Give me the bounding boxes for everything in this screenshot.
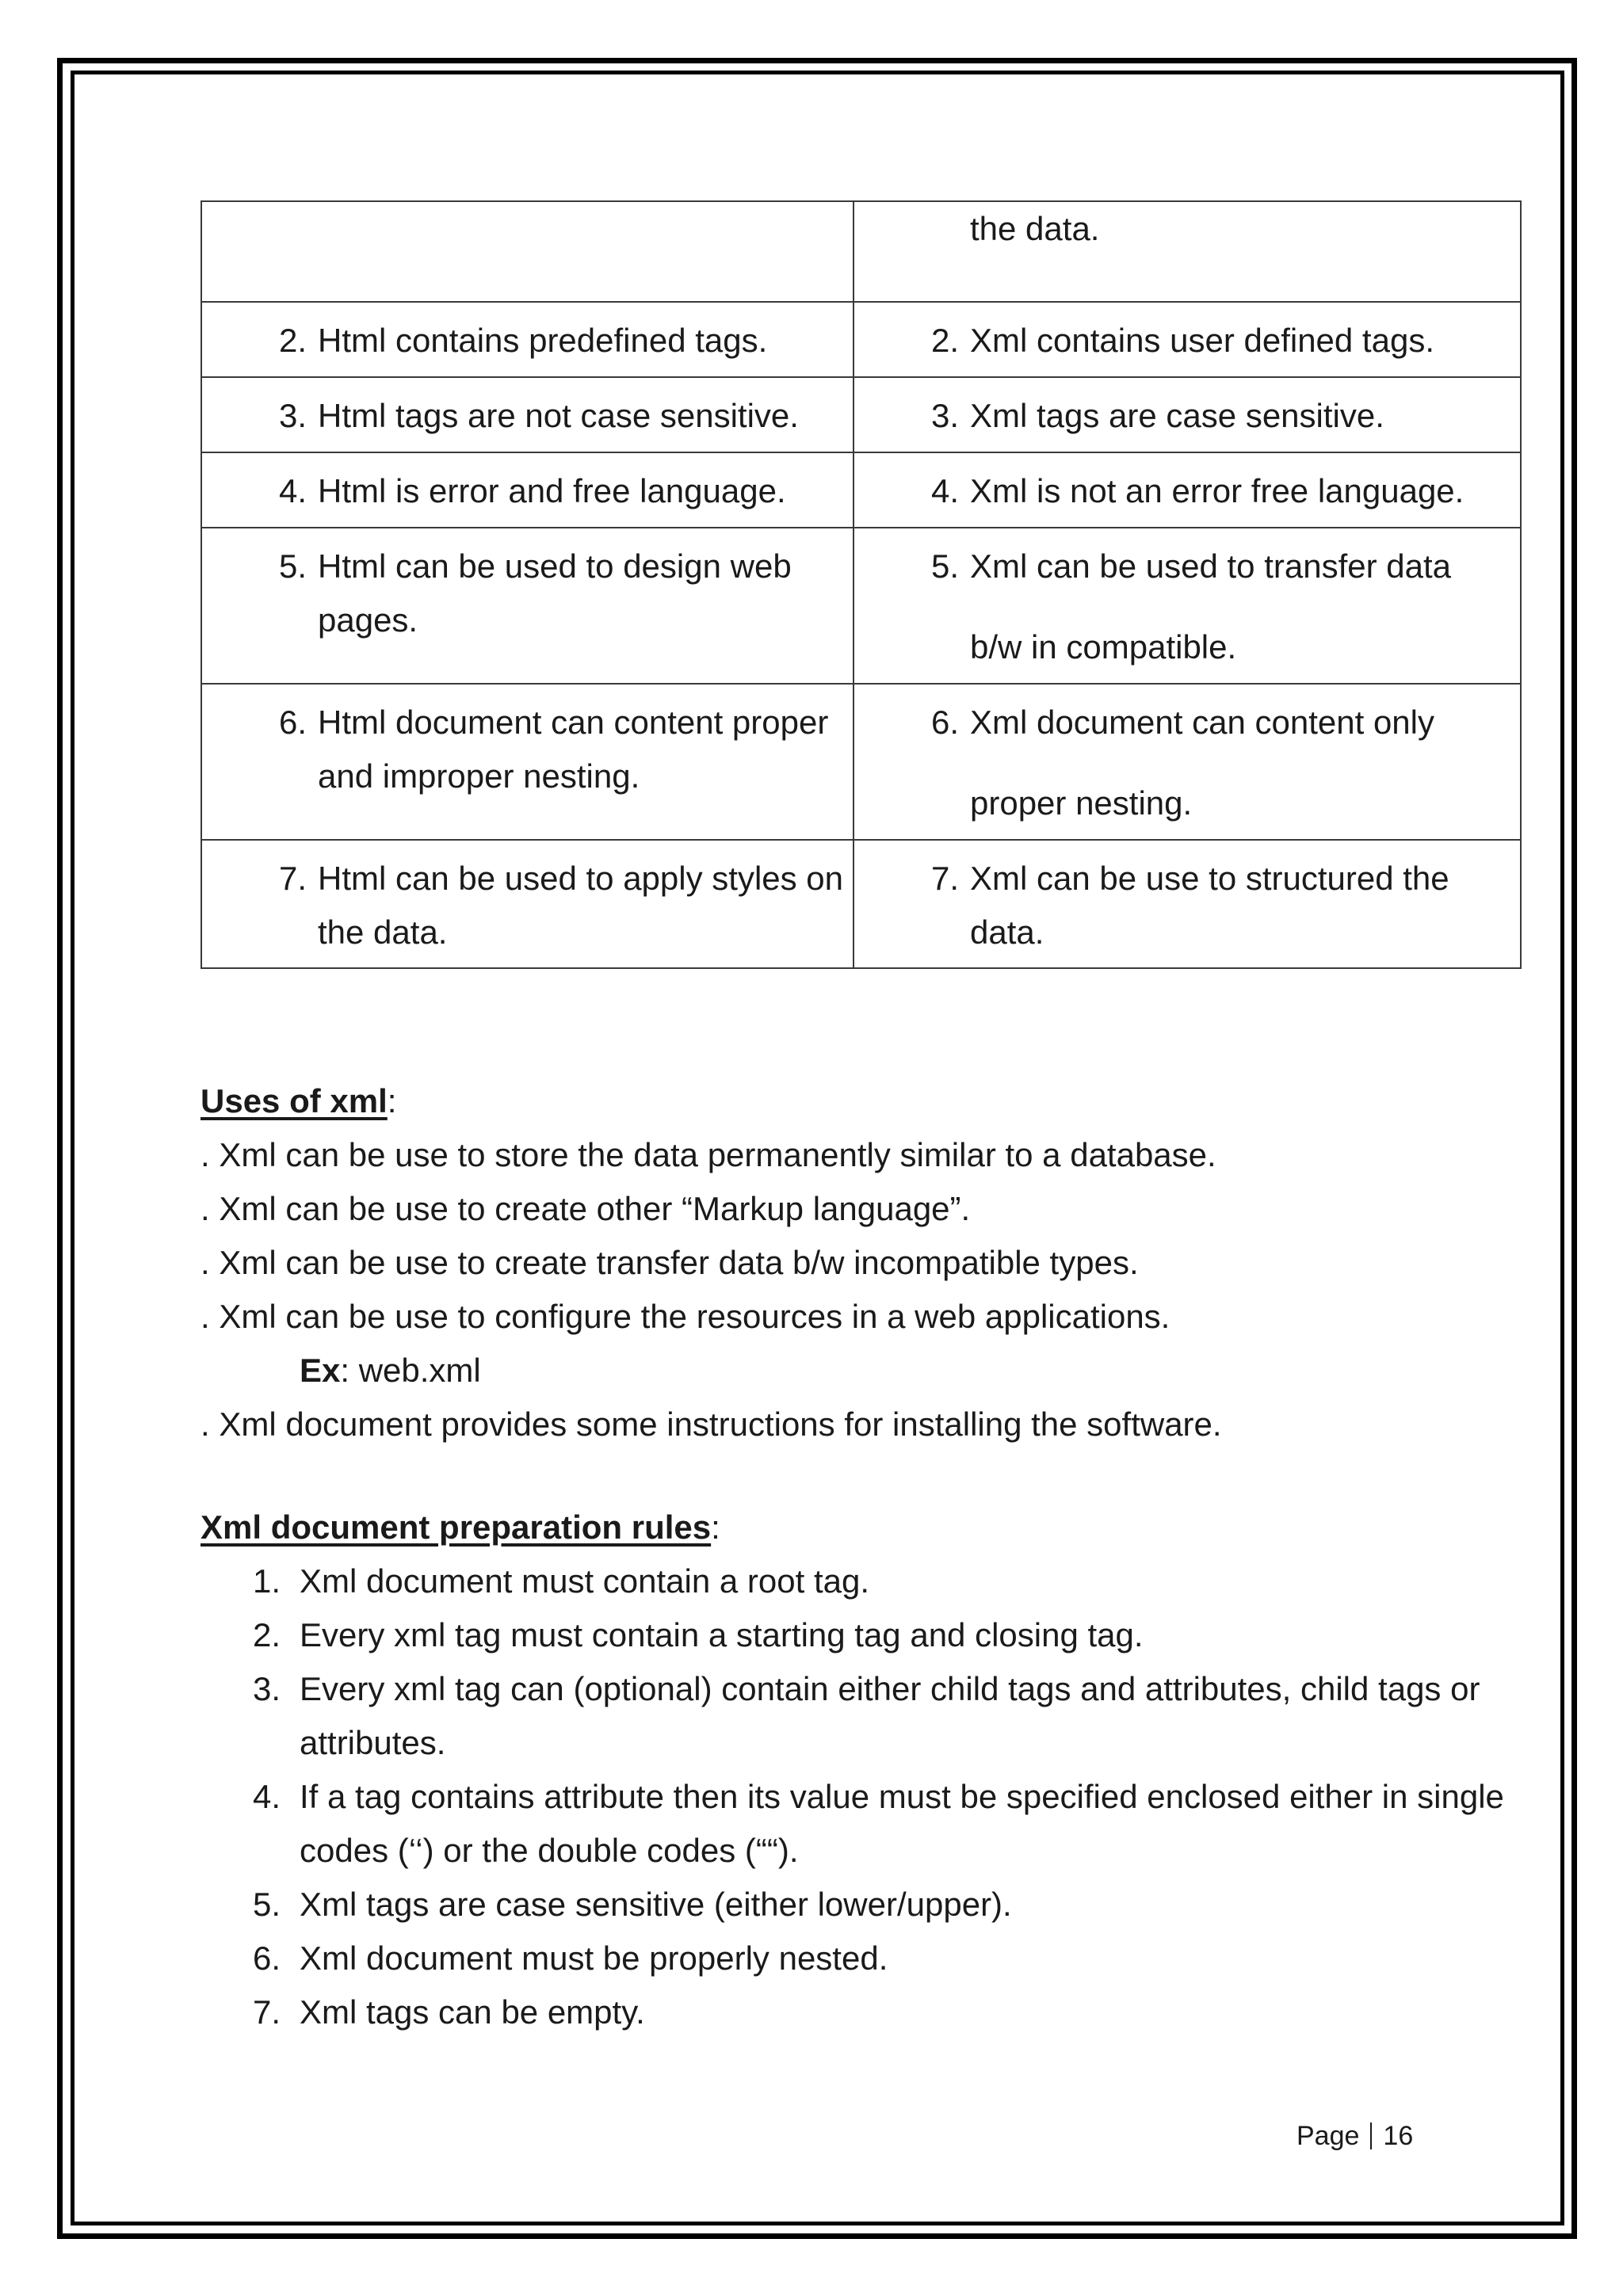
uses-heading-line: Uses of xml: (200, 1082, 397, 1119)
uses-line: . Xml can be use to store the data permanently similar to a database. (200, 1136, 1216, 1173)
table-cell-html (201, 840, 854, 968)
item-text: Html tags are not case sensitive. (318, 397, 799, 434)
item-number: 6. (278, 704, 307, 741)
list-item: 3. Every xml tag can (optional) contain either child tags and attributes, child tags or attributes. (252, 1670, 1480, 1761)
table-cell-xml (854, 528, 1521, 684)
item-number: 3. (930, 397, 959, 434)
item-number (854, 202, 970, 256)
list-item: 7. Xml tags can be empty. (252, 1993, 645, 2031)
table-cell-html (201, 302, 854, 377)
uses-line: . Xml can be use to create transfer data b/w incompatible types. (200, 1244, 1139, 1281)
table-row (201, 201, 1521, 302)
section-heading: Uses of xml (200, 1082, 388, 1119)
item-number: 6. (930, 704, 959, 741)
item-number: 7. (278, 860, 307, 897)
uses-line: . Xml document provides some instructions for installing the software. (200, 1405, 1222, 1443)
table-cell-html (201, 377, 854, 452)
table-row (201, 528, 1521, 684)
footer-separator (1370, 2122, 1372, 2149)
table-cell-html (201, 528, 854, 684)
list-item: 1. Xml document must contain a root tag. (252, 1562, 870, 1600)
html-vs-xml-table (200, 200, 1522, 969)
item-number: 3. (278, 397, 307, 434)
item-text: the data. (970, 210, 1100, 247)
table-cell-xml (854, 302, 1521, 377)
item-number: 5. (278, 547, 307, 585)
table-cell-xml (854, 840, 1521, 968)
example-value: : web.xml (340, 1352, 481, 1389)
uses-line: . Xml can be use to configure the resources in a web applications. (200, 1298, 1170, 1335)
item-text: Html can be used to apply styles on the data. (318, 860, 844, 951)
list-item: 5. Xml tags are case sensitive (either lower/upper). (252, 1886, 1012, 1923)
table-row (201, 302, 1521, 377)
table-cell-xml (854, 452, 1521, 528)
item-text: Html is error and free language. (318, 472, 786, 509)
table-cell-xml (854, 684, 1521, 840)
page-footer (1296, 2120, 1413, 2152)
table-row (201, 377, 1521, 452)
item-number: 5. (930, 547, 959, 585)
table-row (201, 452, 1521, 528)
page-label: Page (1296, 2121, 1360, 2151)
item-text: Html document can content proper and improper nesting. (318, 704, 829, 795)
item-text: Xml tags are case sensitive. (970, 397, 1384, 434)
item-number: 4. (278, 472, 307, 509)
item-text: Xml is not an error free language. (970, 472, 1465, 509)
example-line (200, 1344, 1222, 1398)
section-heading: Xml document preparation rules (200, 1508, 712, 1546)
example-label: Ex (300, 1352, 341, 1389)
item-text: Html can be used to design web pages. (318, 547, 792, 639)
item-text: Xml can be used to transfer data (970, 547, 1452, 585)
page-number: 16 (1383, 2121, 1414, 2151)
list-item: 6. Xml document must be properly nested. (252, 1939, 888, 1977)
item-text: Xml contains user defined tags. (970, 322, 1434, 359)
item-text-continued: proper nesting. (970, 784, 1193, 822)
table-cell-html (201, 452, 854, 528)
uses-of-xml-section (200, 1074, 1222, 1451)
list-item: 4. If a tag contains attribute then its value must be specified enclosed either in single codes (‘‘) or the double codes (““). (252, 1778, 1504, 1869)
table-cell-html (201, 684, 854, 840)
item-number: 4. (930, 472, 959, 509)
item-number: 2. (930, 322, 959, 359)
rules-heading-line: Xml document preparation rules: (200, 1508, 720, 1546)
table-cell-xml (854, 201, 1521, 302)
item-text: Html contains predefined tags. (318, 322, 768, 359)
table-row (201, 840, 1521, 968)
list-item: 2. Every xml tag must contain a starting tag and closing tag. (252, 1616, 1144, 1653)
item-text-continued: b/w in compatible. (970, 628, 1237, 666)
item-text: Xml document can content only (970, 704, 1434, 741)
table-row (201, 684, 1521, 840)
table-cell-xml (854, 377, 1521, 452)
uses-line: . Xml can be use to create other “Markup language”. (200, 1190, 971, 1227)
table-cell-html (201, 201, 854, 302)
item-text: Xml can be use to structured the data. (970, 860, 1449, 951)
item-number: 7. (930, 860, 959, 897)
item-number: 2. (278, 322, 307, 359)
rules-list (200, 1554, 1532, 2039)
